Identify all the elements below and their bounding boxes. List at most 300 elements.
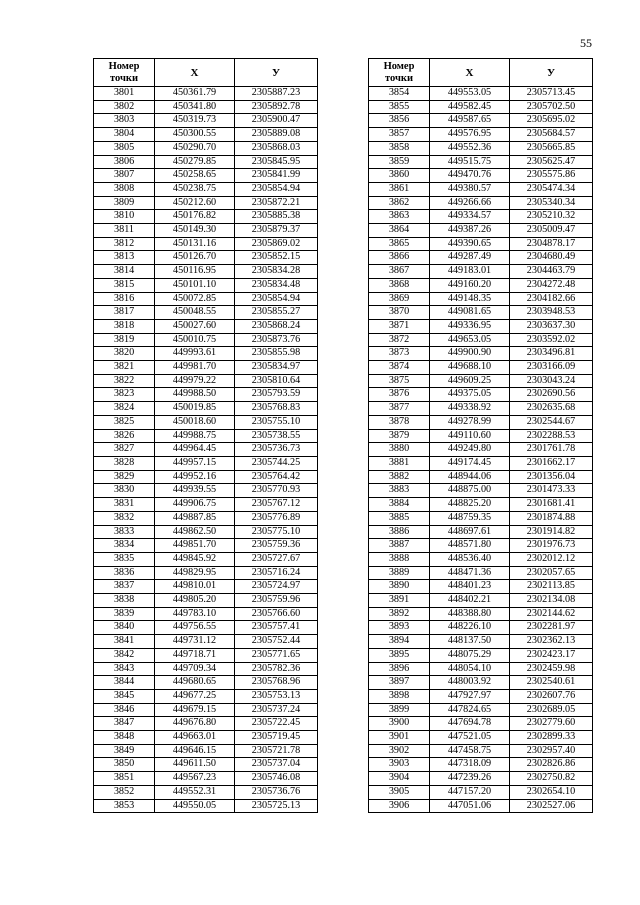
- table-row: [369, 689, 593, 703]
- y-coordinate-cell: 2303043.24: [510, 374, 593, 388]
- point-number-cell: 3889: [369, 566, 430, 580]
- x-coordinate-cell: 449887.85: [155, 511, 235, 525]
- table-row: [369, 635, 593, 649]
- point-number-cell: 3870: [369, 306, 430, 320]
- y-coordinate-cell: 2302957.40: [510, 744, 593, 758]
- table-row: [369, 292, 593, 306]
- point-number-cell: 3845: [94, 689, 155, 703]
- point-number-cell: 3890: [369, 580, 430, 594]
- point-number-cell: 3816: [94, 292, 155, 306]
- point-number-cell: 3808: [94, 182, 155, 196]
- table-row: [369, 539, 593, 553]
- point-number-cell: 3864: [369, 224, 430, 238]
- table-row: [94, 224, 318, 238]
- point-number-cell: 3849: [94, 744, 155, 758]
- y-coordinate-cell: 2305724.97: [235, 580, 318, 594]
- table-row: [369, 662, 593, 676]
- y-coordinate-cell: 2305841.99: [235, 169, 318, 183]
- x-coordinate-cell: 449110.60: [430, 429, 510, 443]
- x-coordinate-cell: 449810.01: [155, 580, 235, 594]
- y-coordinate-cell: 2302540.61: [510, 676, 593, 690]
- table-row: [369, 415, 593, 429]
- x-coordinate-cell: 449266.66: [430, 196, 510, 210]
- table-row: [94, 635, 318, 649]
- point-number-cell: 3837: [94, 580, 155, 594]
- y-coordinate-cell: 2305879.37: [235, 224, 318, 238]
- table-row: [94, 772, 318, 786]
- point-number-cell: 3802: [94, 100, 155, 114]
- y-coordinate-cell: 2305766.60: [235, 607, 318, 621]
- table-header-row: [369, 59, 593, 87]
- y-coordinate-cell: 2305736.76: [235, 785, 318, 799]
- y-coordinate-cell: 2305725.13: [235, 799, 318, 813]
- table-row: [94, 511, 318, 525]
- x-coordinate-cell: 449567.23: [155, 772, 235, 786]
- y-coordinate-cell: 2301681.41: [510, 498, 593, 512]
- point-number-cell: 3829: [94, 470, 155, 484]
- table-row: [369, 347, 593, 361]
- table-body-left: [94, 87, 318, 813]
- y-coordinate-cell: 2302288.53: [510, 429, 593, 443]
- point-number-cell: 3900: [369, 717, 430, 731]
- y-coordinate-cell: 2302690.56: [510, 388, 593, 402]
- table-row: [94, 607, 318, 621]
- table-row: [94, 799, 318, 813]
- x-coordinate-cell: 449783.10: [155, 607, 235, 621]
- point-number-cell: 3873: [369, 347, 430, 361]
- table-row: [94, 87, 318, 101]
- table-row: [369, 744, 593, 758]
- y-coordinate-cell: 2305768.83: [235, 402, 318, 416]
- x-coordinate-cell: 449679.15: [155, 703, 235, 717]
- x-coordinate-cell: 449988.50: [155, 388, 235, 402]
- point-number-cell: 3846: [94, 703, 155, 717]
- table-row: [369, 717, 593, 731]
- x-coordinate-cell: 449957.15: [155, 456, 235, 470]
- x-coordinate-cell: 448054.10: [430, 662, 510, 676]
- x-coordinate-cell: 449805.20: [155, 594, 235, 608]
- y-coordinate-cell: 2305872.21: [235, 196, 318, 210]
- point-number-cell: 3851: [94, 772, 155, 786]
- point-number-cell: 3859: [369, 155, 430, 169]
- table-row: [94, 169, 318, 183]
- y-coordinate-cell: 2302134.08: [510, 594, 593, 608]
- x-coordinate-cell: 449680.65: [155, 676, 235, 690]
- table-row: [369, 114, 593, 128]
- y-coordinate-cell: 2302281.97: [510, 621, 593, 635]
- y-coordinate-cell: 2302113.85: [510, 580, 593, 594]
- y-coordinate-cell: 2303637.30: [510, 319, 593, 333]
- y-coordinate-cell: 2305855.98: [235, 347, 318, 361]
- x-coordinate-cell: 449851.70: [155, 539, 235, 553]
- point-number-cell: 3899: [369, 703, 430, 717]
- point-number-cell: 3840: [94, 621, 155, 635]
- point-number-cell: 3884: [369, 498, 430, 512]
- point-number-cell: 3848: [94, 731, 155, 745]
- y-coordinate-cell: 2305759.96: [235, 594, 318, 608]
- x-coordinate-cell: 449183.01: [430, 265, 510, 279]
- y-coordinate-cell: 2305625.47: [510, 155, 593, 169]
- table-row: [369, 224, 593, 238]
- y-coordinate-cell: 2305854.94: [235, 182, 318, 196]
- point-number-cell: 3861: [369, 182, 430, 196]
- table-row: [94, 689, 318, 703]
- y-coordinate-cell: 2305746.08: [235, 772, 318, 786]
- table-row: [369, 552, 593, 566]
- point-number-cell: 3809: [94, 196, 155, 210]
- point-number-cell: 3905: [369, 785, 430, 799]
- x-coordinate-cell: 449646.15: [155, 744, 235, 758]
- x-coordinate-cell: 449829.95: [155, 566, 235, 580]
- x-coordinate-cell: 450176.82: [155, 210, 235, 224]
- y-coordinate-cell: 2305736.73: [235, 443, 318, 457]
- point-number-cell: 3862: [369, 196, 430, 210]
- point-number-cell: 3888: [369, 552, 430, 566]
- x-coordinate-cell: 449553.05: [430, 87, 510, 101]
- y-header: У: [510, 59, 593, 87]
- point-number-cell: 3817: [94, 306, 155, 320]
- y-coordinate-cell: 2305834.97: [235, 361, 318, 375]
- point-number-cell: 3872: [369, 333, 430, 347]
- point-number-cell: 3850: [94, 758, 155, 772]
- x-coordinate-cell: 449964.45: [155, 443, 235, 457]
- point-number-cell: 3874: [369, 361, 430, 375]
- table-row: [94, 539, 318, 553]
- table-row: [94, 237, 318, 251]
- x-coordinate-cell: 449845.92: [155, 552, 235, 566]
- point-number-cell: 3843: [94, 662, 155, 676]
- point-number-cell: 3853: [94, 799, 155, 813]
- x-coordinate-cell: 450072.85: [155, 292, 235, 306]
- x-coordinate-cell: 450101.10: [155, 278, 235, 292]
- point-number-cell: 3879: [369, 429, 430, 443]
- table-row: [369, 210, 593, 224]
- table-row: [94, 785, 318, 799]
- table-row: [369, 169, 593, 183]
- x-coordinate-cell: 447694.78: [430, 717, 510, 731]
- x-coordinate-cell: 450212.60: [155, 196, 235, 210]
- table-row: [369, 141, 593, 155]
- table-row: [369, 87, 593, 101]
- table-row: [369, 621, 593, 635]
- x-coordinate-cell: 448944.06: [430, 470, 510, 484]
- table-row: [369, 607, 593, 621]
- table-row: [369, 155, 593, 169]
- point-number-cell: 3875: [369, 374, 430, 388]
- table-row: [369, 237, 593, 251]
- point-number-cell: 3903: [369, 758, 430, 772]
- y-coordinate-cell: 2305340.34: [510, 196, 593, 210]
- y-coordinate-cell: 2305665.85: [510, 141, 593, 155]
- table-row: [369, 333, 593, 347]
- x-coordinate-cell: 449387.26: [430, 224, 510, 238]
- x-coordinate-cell: 449160.20: [430, 278, 510, 292]
- point-number-cell: 3891: [369, 594, 430, 608]
- table-row: [94, 278, 318, 292]
- y-coordinate-cell: 2302779.60: [510, 717, 593, 731]
- table-row: [94, 470, 318, 484]
- y-coordinate-cell: 2305009.47: [510, 224, 593, 238]
- table-row: [369, 785, 593, 799]
- table-row: [94, 361, 318, 375]
- y-coordinate-cell: 2301662.17: [510, 456, 593, 470]
- y-coordinate-cell: 2304878.17: [510, 237, 593, 251]
- table-row: [94, 265, 318, 279]
- table-row: [94, 333, 318, 347]
- x-coordinate-cell: 450341.80: [155, 100, 235, 114]
- table-row: [94, 717, 318, 731]
- point-number-cell: 3832: [94, 511, 155, 525]
- table-row: [369, 196, 593, 210]
- x-coordinate-cell: 448697.61: [430, 525, 510, 539]
- table-row: [94, 552, 318, 566]
- y-coordinate-cell: 2305474.34: [510, 182, 593, 196]
- y-coordinate-cell: 2305868.24: [235, 319, 318, 333]
- y-coordinate-cell: 2305753.13: [235, 689, 318, 703]
- x-coordinate-cell: 447521.05: [430, 731, 510, 745]
- x-coordinate-cell: 450258.65: [155, 169, 235, 183]
- point-number-cell: 3878: [369, 415, 430, 429]
- point-number-cell: 3814: [94, 265, 155, 279]
- x-coordinate-cell: 449515.75: [430, 155, 510, 169]
- point-number-cell: 3887: [369, 539, 430, 553]
- table-row: [94, 621, 318, 635]
- table-row: [94, 744, 318, 758]
- x-coordinate-cell: 449390.65: [430, 237, 510, 251]
- point-number-cell: 3856: [369, 114, 430, 128]
- table-row: [94, 525, 318, 539]
- point-number-cell: 3898: [369, 689, 430, 703]
- y-coordinate-cell: 2302750.82: [510, 772, 593, 786]
- point-number-cell: 3886: [369, 525, 430, 539]
- x-coordinate-cell: 448571.80: [430, 539, 510, 553]
- table-row: [94, 484, 318, 498]
- x-coordinate-cell: 450027.60: [155, 319, 235, 333]
- x-coordinate-cell: 447927.97: [430, 689, 510, 703]
- table-row: [369, 128, 593, 142]
- point-number-cell: 3858: [369, 141, 430, 155]
- x-coordinate-cell: 449862.50: [155, 525, 235, 539]
- table-row: [369, 402, 593, 416]
- point-number-cell: 3854: [369, 87, 430, 101]
- x-coordinate-cell: 448075.29: [430, 648, 510, 662]
- point-number-cell: 3895: [369, 648, 430, 662]
- y-coordinate-cell: 2304272.48: [510, 278, 593, 292]
- x-coordinate-cell: 448401.23: [430, 580, 510, 594]
- x-coordinate-cell: 448759.35: [430, 511, 510, 525]
- point-number-header: Номер точки: [94, 59, 155, 87]
- y-coordinate-cell: 2305845.95: [235, 155, 318, 169]
- point-number-cell: 3852: [94, 785, 155, 799]
- y-coordinate-cell: 2305738.55: [235, 429, 318, 443]
- x-coordinate-cell: 449174.45: [430, 456, 510, 470]
- y-coordinate-cell: 2303496.81: [510, 347, 593, 361]
- table-row: [369, 594, 593, 608]
- y-coordinate-cell: 2304463.79: [510, 265, 593, 279]
- table-row: [369, 772, 593, 786]
- x-coordinate-cell: 449576.95: [430, 128, 510, 142]
- y-coordinate-cell: 2305767.12: [235, 498, 318, 512]
- x-coordinate-cell: 448536.40: [430, 552, 510, 566]
- y-coordinate-cell: 2305793.59: [235, 388, 318, 402]
- table-row: [369, 182, 593, 196]
- x-coordinate-cell: 448388.80: [430, 607, 510, 621]
- table-row: [369, 456, 593, 470]
- x-coordinate-cell: 449470.76: [430, 169, 510, 183]
- y-coordinate-cell: 2305885.38: [235, 210, 318, 224]
- point-number-cell: 3844: [94, 676, 155, 690]
- x-coordinate-cell: 447318.09: [430, 758, 510, 772]
- point-number-cell: 3892: [369, 607, 430, 621]
- point-number-cell: 3806: [94, 155, 155, 169]
- x-coordinate-cell: 449731.12: [155, 635, 235, 649]
- y-coordinate-cell: 2305782.36: [235, 662, 318, 676]
- table-row: [369, 361, 593, 375]
- point-number-cell: 3876: [369, 388, 430, 402]
- y-coordinate-cell: 2305719.45: [235, 731, 318, 745]
- x-coordinate-cell: 450048.55: [155, 306, 235, 320]
- table-row: [94, 594, 318, 608]
- point-number-cell: 3866: [369, 251, 430, 265]
- y-coordinate-cell: 2305744.25: [235, 456, 318, 470]
- table-row: [94, 402, 318, 416]
- point-number-cell: 3838: [94, 594, 155, 608]
- x-coordinate-cell: 449249.80: [430, 443, 510, 457]
- point-number-cell: 3827: [94, 443, 155, 457]
- y-coordinate-cell: 2305713.45: [510, 87, 593, 101]
- table-row: [369, 758, 593, 772]
- table-row: [369, 566, 593, 580]
- table-row: [94, 662, 318, 676]
- x-coordinate-cell: 447157.20: [430, 785, 510, 799]
- point-number-cell: 3815: [94, 278, 155, 292]
- point-number-cell: 3836: [94, 566, 155, 580]
- x-coordinate-cell: 449334.57: [430, 210, 510, 224]
- point-number-cell: 3812: [94, 237, 155, 251]
- y-coordinate-cell: 2302607.76: [510, 689, 593, 703]
- y-coordinate-cell: 2302654.10: [510, 785, 593, 799]
- point-number-cell: 3810: [94, 210, 155, 224]
- point-number-cell: 3902: [369, 744, 430, 758]
- x-coordinate-cell: 450131.16: [155, 237, 235, 251]
- point-number-cell: 3880: [369, 443, 430, 457]
- y-coordinate-cell: 2305210.32: [510, 210, 593, 224]
- y-coordinate-cell: 2305900.47: [235, 114, 318, 128]
- x-coordinate-cell: 449993.61: [155, 347, 235, 361]
- point-number-cell: 3823: [94, 388, 155, 402]
- point-number-cell: 3835: [94, 552, 155, 566]
- point-number-cell: 3804: [94, 128, 155, 142]
- point-number-cell: 3855: [369, 100, 430, 114]
- x-coordinate-cell: 449287.49: [430, 251, 510, 265]
- y-coordinate-cell: 2302635.68: [510, 402, 593, 416]
- x-coordinate-cell: 449611.50: [155, 758, 235, 772]
- coordinates-table-right: [368, 58, 593, 813]
- y-coordinate-cell: 2303592.02: [510, 333, 593, 347]
- y-coordinate-cell: 2305887.23: [235, 87, 318, 101]
- y-coordinate-cell: 2305716.24: [235, 566, 318, 580]
- y-coordinate-cell: 2302144.62: [510, 607, 593, 621]
- table-body-right: [369, 87, 593, 813]
- point-number-cell: 3839: [94, 607, 155, 621]
- table-row: [369, 429, 593, 443]
- table-row: [369, 278, 593, 292]
- point-number-cell: 3901: [369, 731, 430, 745]
- point-number-cell: 3860: [369, 169, 430, 183]
- x-coordinate-cell: 450279.85: [155, 155, 235, 169]
- x-coordinate-cell: 448825.20: [430, 498, 510, 512]
- y-coordinate-cell: 2305721.78: [235, 744, 318, 758]
- y-coordinate-cell: 2301874.88: [510, 511, 593, 525]
- x-coordinate-cell: 450319.73: [155, 114, 235, 128]
- table-row: [94, 731, 318, 745]
- x-coordinate-cell: 450238.75: [155, 182, 235, 196]
- table-row: [94, 498, 318, 512]
- table-row: [369, 306, 593, 320]
- y-coordinate-cell: 2302362.13: [510, 635, 593, 649]
- point-number-cell: 3883: [369, 484, 430, 498]
- table-row: [94, 182, 318, 196]
- point-number-cell: 3824: [94, 402, 155, 416]
- y-coordinate-cell: 2305854.94: [235, 292, 318, 306]
- point-number-cell: 3904: [369, 772, 430, 786]
- x-coordinate-cell: 449582.45: [430, 100, 510, 114]
- table-row: [94, 456, 318, 470]
- table-row: [369, 580, 593, 594]
- x-header: X: [430, 59, 510, 87]
- x-header: X: [155, 59, 235, 87]
- table-row: [94, 141, 318, 155]
- x-coordinate-cell: 449663.01: [155, 731, 235, 745]
- table-row: [369, 470, 593, 484]
- table-row: [369, 374, 593, 388]
- x-coordinate-cell: 449278.99: [430, 415, 510, 429]
- y-coordinate-cell: 2305759.36: [235, 539, 318, 553]
- y-coordinate-cell: 2302459.98: [510, 662, 593, 676]
- y-coordinate-cell: 2305873.76: [235, 333, 318, 347]
- x-coordinate-cell: 450300.55: [155, 128, 235, 142]
- point-number-cell: 3801: [94, 87, 155, 101]
- y-coordinate-cell: 2305810.64: [235, 374, 318, 388]
- y-coordinate-cell: 2305771.65: [235, 648, 318, 662]
- table-row: [94, 128, 318, 142]
- table-row: [94, 251, 318, 265]
- table-row: [369, 703, 593, 717]
- x-coordinate-cell: 447824.65: [430, 703, 510, 717]
- y-coordinate-cell: 2305776.89: [235, 511, 318, 525]
- table-row: [369, 100, 593, 114]
- y-coordinate-cell: 2305575.86: [510, 169, 593, 183]
- point-number-cell: 3833: [94, 525, 155, 539]
- table-row: [94, 100, 318, 114]
- x-coordinate-cell: 449677.25: [155, 689, 235, 703]
- point-number-cell: 3841: [94, 635, 155, 649]
- x-coordinate-cell: 448471.36: [430, 566, 510, 580]
- x-coordinate-cell: 450361.79: [155, 87, 235, 101]
- x-coordinate-cell: 449375.05: [430, 388, 510, 402]
- x-coordinate-cell: 450018.60: [155, 415, 235, 429]
- point-number-cell: 3894: [369, 635, 430, 649]
- point-number-cell: 3857: [369, 128, 430, 142]
- table-row: [369, 799, 593, 813]
- x-coordinate-cell: 449939.55: [155, 484, 235, 498]
- table-row: [369, 498, 593, 512]
- table-row: [369, 731, 593, 745]
- y-coordinate-cell: 2305892.78: [235, 100, 318, 114]
- y-coordinate-cell: 2305755.10: [235, 415, 318, 429]
- point-number-cell: 3822: [94, 374, 155, 388]
- table-row: [94, 415, 318, 429]
